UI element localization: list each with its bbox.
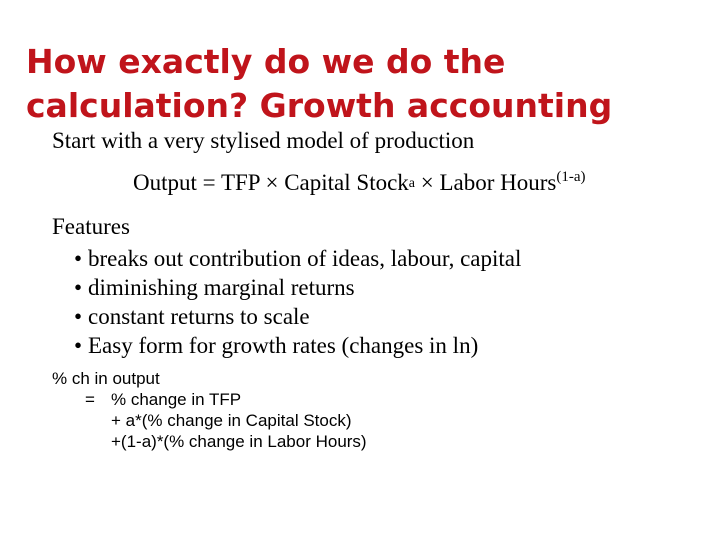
title-line-1: How exactly do we do the	[26, 42, 506, 81]
bullet-icon: •	[74, 246, 83, 271]
capital-exponent: a	[408, 176, 416, 191]
equals-sign: =	[85, 390, 95, 409]
formula-lhs: Output = TFP	[133, 170, 266, 195]
features-list	[74, 244, 521, 360]
title-line-2: calculation? Growth accounting	[26, 86, 613, 125]
bullet-icon: •	[74, 304, 83, 329]
bullet-icon: •	[74, 275, 83, 300]
feature-text: breaks out contribution of ideas, labour, capital	[88, 246, 522, 271]
calc-term-tfp: % change in TFP	[111, 390, 242, 409]
feature-text: constant returns to scale	[88, 304, 310, 329]
bullet-icon: •	[74, 333, 83, 358]
feature-item	[74, 302, 521, 331]
formula-labor: Labor Hours	[433, 170, 557, 195]
features-heading: Features	[52, 214, 130, 239]
times-symbol-2: ×	[415, 170, 434, 195]
production-formula	[133, 170, 586, 196]
labor-exponent: (1-a)	[556, 169, 586, 185]
intro-text: Start with a very stylised model of production	[52, 128, 475, 153]
feature-text: diminishing marginal returns	[88, 275, 355, 300]
growth-calculation	[52, 368, 367, 451]
feature-text: Easy form for growth rates (changes in ln)	[88, 333, 479, 358]
calc-term-labor: +(1-a)*(% change in Labor Hours)	[111, 432, 367, 451]
feature-item	[74, 244, 521, 273]
feature-item	[74, 331, 521, 360]
formula-capital: Capital Stock	[278, 170, 409, 195]
calc-term-capital: + a*(% change in Capital Stock)	[111, 411, 352, 430]
times-symbol-1: ×	[265, 170, 279, 195]
calc-lhs: % ch in output	[52, 369, 160, 388]
feature-item	[74, 273, 521, 302]
slide-title	[26, 40, 706, 128]
